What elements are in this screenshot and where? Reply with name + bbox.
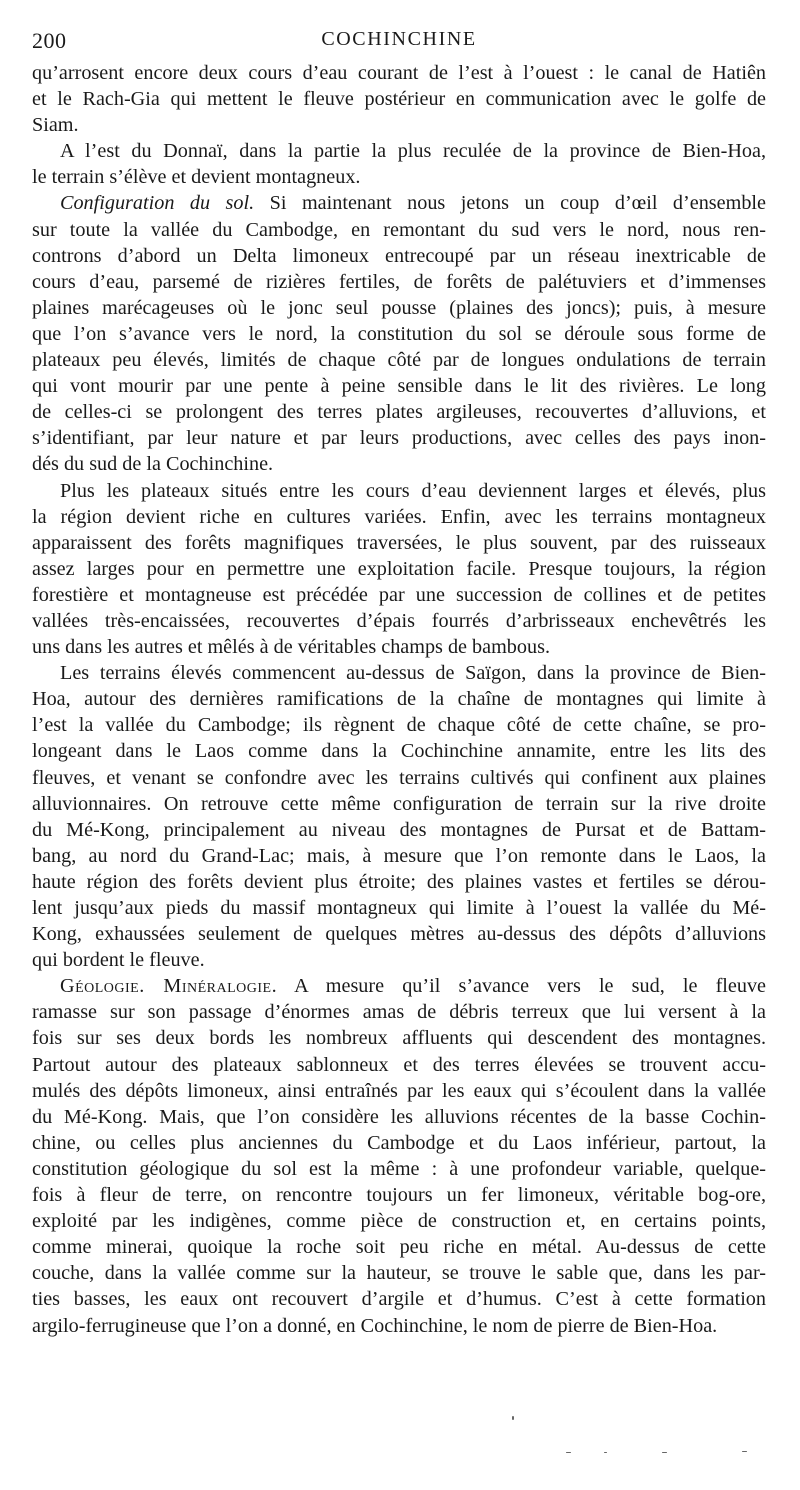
text-line xyxy=(32,947,766,973)
text-line xyxy=(32,451,766,477)
text-line xyxy=(32,321,766,347)
text-line xyxy=(32,478,766,504)
text-line xyxy=(32,1156,766,1182)
text-run: forestière et montagneuse est précédée par une succession de collines et de petites xyxy=(32,583,766,606)
text-line xyxy=(32,843,766,869)
text-run: apparaissent des forêts magnifiques traversées, le plus souvent, par des ruisseaux xyxy=(32,531,766,554)
text-run: plateaux peu élevés, limités de chaque côté par de longues ondulations de terrain xyxy=(32,349,766,372)
text-run: sur toute la vallée du Cambodge, en remontant du sud vers le nord, nous ren- xyxy=(32,218,766,241)
text-line xyxy=(32,738,766,764)
text-line xyxy=(32,1052,766,1078)
text-run: l’est la vallée du Cambodge; ils règnent de chaque côté de cette chaîne, se pro- xyxy=(32,714,766,737)
text-line xyxy=(32,373,766,399)
text-line xyxy=(32,60,766,86)
text-run: Si maintenant nous jetons un coup d’œil d’ensemble xyxy=(254,192,766,215)
text-line xyxy=(32,425,766,451)
text-run: alluvionnaires. On retrouve cette même configuration de terrain sur la rive droite xyxy=(32,792,766,815)
text-line xyxy=(32,973,766,999)
text-line xyxy=(32,347,766,373)
text-run: bang, au nord du Grand-Lac; mais, à mesure que l’on remonte dans le Laos, la xyxy=(32,844,766,867)
print-speck xyxy=(662,1452,667,1453)
text-line xyxy=(32,269,766,295)
text-run: la région devient riche en cultures variées. Enfin, avec les terrains montagneux xyxy=(32,505,766,528)
text-line xyxy=(32,1208,766,1234)
text-line xyxy=(32,765,766,791)
text-run: argilo-ferrugineuse que l’on a donné, en Cochinchine, le nom de pierre de Bien-Hoa. xyxy=(32,1314,718,1337)
text-line xyxy=(32,660,766,686)
text-run: A mesure qu’il s’avance vers le sud, le fleuve xyxy=(277,975,767,998)
text-run: de celles-ci se prolongent des terres plates argileuses, recouvertes d’alluvions, et xyxy=(32,401,766,424)
text-line xyxy=(32,1130,766,1156)
section-heading: Géologie. Minéralogie. xyxy=(60,975,278,998)
page-number: 200 xyxy=(32,28,67,53)
text-line xyxy=(32,86,766,112)
text-run: mulés des dépôts limoneux, ainsi entraînés par les eaux qui s’écoulent dans la vallée xyxy=(32,1079,766,1102)
text-line xyxy=(32,1025,766,1051)
text-line xyxy=(32,164,766,190)
text-run: Plus les plateaux situés entre les cours d’eau deviennent larges et élevés, plus xyxy=(60,479,766,502)
text-line xyxy=(32,608,766,634)
text-run: lent jusqu’aux pieds du massif montagneux qui limite à l’ouest la vallée du Mé- xyxy=(32,897,766,919)
text-line xyxy=(32,504,766,530)
text-run: assez larges pour en permettre une exploitation facile. Presque toujours, la région xyxy=(32,557,766,580)
text-line xyxy=(32,1260,766,1286)
text-line xyxy=(32,217,766,243)
print-speck xyxy=(604,1452,607,1453)
text-line xyxy=(32,1104,766,1130)
print-speck xyxy=(512,1416,514,1420)
text-run: vallées très-encaissées, recouvertes d’épais fourrés d’arbrisseaux enchevêtrés les xyxy=(32,609,766,632)
text-line xyxy=(32,712,766,738)
text-run: Les terrains élevés commencent au-dessus de Saïgon, dans la province de Bien- xyxy=(60,662,766,685)
text-run: haute région des forêts devient plus étroite; des plaines vastes et fertiles se dérou- xyxy=(32,870,766,893)
text-line xyxy=(32,791,766,817)
text-run: Hoa, autour des dernières ramifications de la chaîne de montagnes qui limite à xyxy=(32,688,766,711)
text-run: fois à fleur de terre, on rencontre toujours un fer limoneux, véritable bog-ore, xyxy=(32,1184,766,1207)
text-line xyxy=(32,921,766,947)
text-run: fleuves, et venant se confondre avec les terrains cultivés qui confinent aux plaines xyxy=(32,766,766,789)
text-run: dés du sud de la Cochinchine. xyxy=(32,453,274,476)
body-text xyxy=(32,60,766,1339)
text-run: cours d’eau, parsemé de rizières fertiles, de forêts de palétuviers et d’immenses xyxy=(32,270,766,293)
text-run: Partout autour des plateaux sablonneux et des terres élevées se trouvent accu- xyxy=(32,1053,766,1076)
page-header xyxy=(32,28,766,58)
text-line xyxy=(32,999,766,1025)
text-run: plaines marécageuses où le jonc seul pousse (plaines des joncs); puis, à mesure xyxy=(32,296,766,319)
text-run: que l’on s’avance vers le nord, la constitution du sol se déroule sous forme de xyxy=(32,322,766,345)
text-run: comme minerai, quoique la roche soit peu riche en métal. Au-dessus de cette xyxy=(32,1236,766,1259)
text-line xyxy=(32,582,766,608)
text-line xyxy=(32,112,766,138)
text-line xyxy=(32,190,766,216)
text-line xyxy=(32,530,766,556)
running-head: COCHINCHINE xyxy=(321,28,477,50)
text-line xyxy=(32,295,766,321)
text-line xyxy=(32,686,766,712)
text-run: fois sur ses deux bords les nombreux affluents qui descendent des montagnes. xyxy=(32,1027,766,1050)
text-line xyxy=(32,895,766,921)
text-line xyxy=(32,817,766,843)
text-line xyxy=(32,1078,766,1104)
text-run: uns dans les autres et mêlés à de véritables champs de bambous. xyxy=(32,636,550,659)
text-run: longeant dans le Laos comme dans la Cochinchine annamite, entre les lits des xyxy=(32,740,766,763)
text-line xyxy=(32,1286,766,1312)
text-line xyxy=(32,1313,766,1339)
text-run: constitution géologique du sol est la même : à une profondeur variable, quelque- xyxy=(32,1157,766,1180)
text-run: qu’arrosent encore deux cours d’eau courant de l’est à l’ouest : le canal de Hatiên xyxy=(32,62,766,84)
text-run: chine, ou celles plus anciennes du Cambodge et du Laos inférieur, partout, la xyxy=(32,1131,766,1154)
text-run: du Mé-Kong, principalement au niveau des montagnes de Pursat et de Battam- xyxy=(32,818,766,841)
text-run: du Mé-Kong. Mais, que l’on considère les alluvions récentes de la basse Cochin- xyxy=(32,1105,766,1128)
text-run: controns d’abord un Delta limoneux entrecoupé par un réseau inextricable de xyxy=(32,244,766,267)
text-run: ties basses, les eaux ont recouvert d’argile et d’humus. C’est à cette formation xyxy=(32,1288,766,1311)
text-run: Kong, exhaussées seulement de quelques mètres au-dessus des dépôts d’alluvions xyxy=(32,923,766,946)
text-line xyxy=(32,556,766,582)
text-run: exploité par les indigènes, comme pièce de construction et, en certains points, xyxy=(32,1210,766,1233)
print-speck xyxy=(566,1452,571,1453)
text-run: ramasse sur son passage d’énormes amas de débris terreux que lui versent à la xyxy=(32,1001,766,1024)
text-run: le terrain s’élève et devient montagneux. xyxy=(32,166,361,189)
text-run: s’identifiant, par leur nature et par leurs productions, avec celles des pays inon- xyxy=(32,427,766,450)
text-line xyxy=(32,243,766,269)
text-line xyxy=(32,138,766,164)
text-run: couche, dans la vallée comme sur la hauteur, se trouve le sable que, dans les par- xyxy=(32,1262,766,1285)
print-speck xyxy=(742,1451,747,1452)
text-line xyxy=(32,1182,766,1208)
text-line xyxy=(32,399,766,425)
text-line xyxy=(32,634,766,660)
text-run: qui bordent le fleuve. xyxy=(32,949,205,972)
section-heading: Configuration du sol. xyxy=(60,192,255,215)
text-line xyxy=(32,1234,766,1260)
text-run: Siam. xyxy=(32,114,79,137)
text-run: A l’est du Donnaï, dans la partie la plus reculée de la province de Bien-Hoa, xyxy=(60,140,766,163)
text-run: qui vont mourir par une pente à peine sensible dans le lit des rivières. Le long xyxy=(32,375,766,398)
text-run: et le Rach-Gia qui mettent le fleuve postérieur en communication avec le golfe de xyxy=(32,88,766,111)
text-line xyxy=(32,869,766,895)
